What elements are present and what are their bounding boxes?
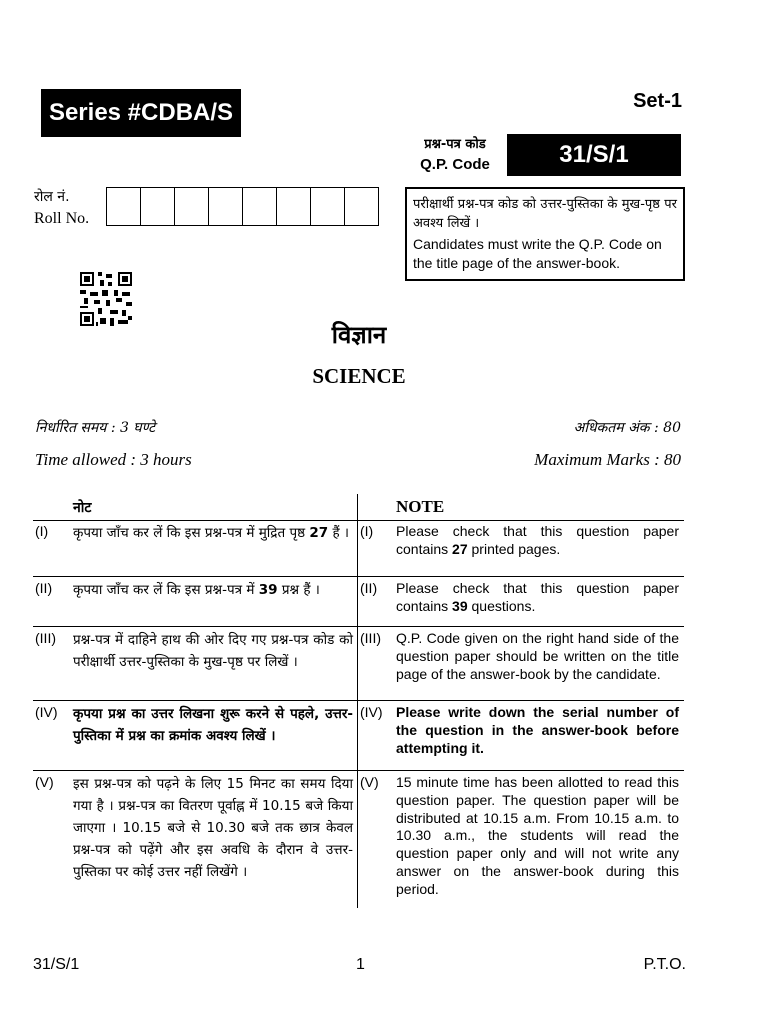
roll-box[interactable] [140, 188, 174, 225]
notice-en: Candidates must write the Q.P. Code on the title page of the answer-book. [413, 236, 662, 271]
note-row [33, 628, 684, 701]
note-text-hi: इस प्रश्न-पत्र को पढ़ने के लिए 15 मिनट का समय दिया गया है । प्रश्न-पत्र का वितरण पूर्वाह्न में 10.15 बजे किया जाएगा । 10.15 बजे से 10.30 बजे तक छात्र केवल प्रश्न-पत्र को पढ़ेंगे और इस अवधि के दौरान वे उत्तर-पुस्तिका पर कोई उत्तर नहीं लिखेंगे । [73, 776, 353, 880]
roll-label-en: Roll No. [34, 210, 90, 227]
qp-code-label-hi: प्रश्न-पत्र कोड [424, 137, 486, 152]
note-text-en: Please check that this question paper contains 39 questions. [396, 580, 679, 614]
notes-heading-en: NOTE [396, 497, 445, 516]
page-number: 1 [356, 956, 365, 973]
note-number-en: (V) [360, 774, 379, 790]
qp-code-value: 31/S/1 [507, 134, 681, 176]
note-row [33, 521, 684, 577]
subject-title-hindi: विज्ञान [331, 321, 387, 349]
note-text-en: Please check that this question paper contains 27 printed pages. [396, 523, 679, 557]
note-text-en: Q.P. Code given on the right hand side of the question paper should be written on the title page of the answer-book by the candidate. [396, 630, 679, 682]
note-number-hi: (I) [35, 523, 49, 539]
note-text-hi: कृपया जाँच कर लें कि इस प्रश्न-पत्र में मुद्रित पृष्ठ 27 हैं । [73, 525, 350, 541]
footer-code: 31/S/1 [33, 956, 80, 973]
note-number-hi: (II) [35, 580, 53, 596]
note-text-en: 15 minute time has been allotted to read this question paper. The question paper will be distributed at 10.15 a.m. From 10.15 a.m. to 10.30 a.m., the students will read the question paper only and will not write any answer on the answer-book during this period. [396, 774, 679, 897]
roll-box[interactable] [276, 188, 310, 225]
maximum-marks-en: Maximum Marks : 80 [534, 450, 681, 469]
roll-number-label [34, 186, 89, 230]
qp-code-label-en: Q.P. Code [420, 156, 490, 173]
note-number-hi: (III) [35, 630, 56, 646]
note-text-hi: कृपया जाँच कर लें कि इस प्रश्न-पत्र में 39 प्रश्न हैं । [73, 582, 320, 598]
roll-box[interactable] [174, 188, 208, 225]
qp-code-notice-box [405, 187, 685, 281]
roll-label-hi: रोल नं. [34, 189, 70, 205]
note-number-hi: (IV) [35, 704, 58, 720]
qp-code-label [405, 135, 505, 175]
series-label: Series #CDBA/S [41, 89, 241, 137]
note-number-en: (I) [360, 523, 374, 539]
note-row [33, 702, 684, 771]
time-allowed-hi: निर्धारित समय : 3 घण्टे [35, 420, 156, 436]
note-text-hi: प्रश्न-पत्र में दाहिने हाथ की ओर दिए गए प्रश्न-पत्र कोड को परीक्षार्थी उत्तर-पुस्तिका के मुख-पृष्ठ पर लिखें । [73, 632, 353, 670]
note-text-hi: कृपया प्रश्न का उत्तर लिखना शुरू करने से पहले, उत्तर-पुस्तिका में प्रश्न का क्रमांक अवश्य लिखें । [73, 706, 353, 744]
note-number-en: (IV) [360, 704, 383, 720]
set-label: Set-1 [633, 90, 682, 112]
note-number-en: (II) [360, 580, 378, 596]
roll-box[interactable] [310, 188, 344, 225]
notice-hi: परीक्षार्थी प्रश्न-पत्र कोड को उत्तर-पुस्तिका के मुख-पृष्ठ पर अवश्य लिखें । [413, 197, 677, 231]
note-row [33, 772, 684, 908]
roll-box[interactable] [242, 188, 276, 225]
notes-header-row [33, 494, 684, 521]
maximum-marks-hi: अधिकतम अंक : 80 [573, 420, 681, 436]
roll-box[interactable] [107, 188, 140, 225]
notes-heading-hi: नोट [73, 500, 92, 516]
please-turn-over: P.T.O. [643, 956, 686, 973]
time-allowed-en: Time allowed : 3 hours [35, 450, 192, 469]
roll-number-boxes[interactable] [106, 187, 379, 226]
note-row [33, 578, 684, 627]
note-text-en: Please write down the serial number of the question in the answer-book before attempting it. [396, 704, 679, 756]
note-number-hi: (V) [35, 774, 54, 790]
roll-box[interactable] [344, 188, 378, 225]
note-number-en: (III) [360, 630, 381, 646]
roll-box[interactable] [208, 188, 242, 225]
subject-title-english: SCIENCE [312, 364, 406, 388]
